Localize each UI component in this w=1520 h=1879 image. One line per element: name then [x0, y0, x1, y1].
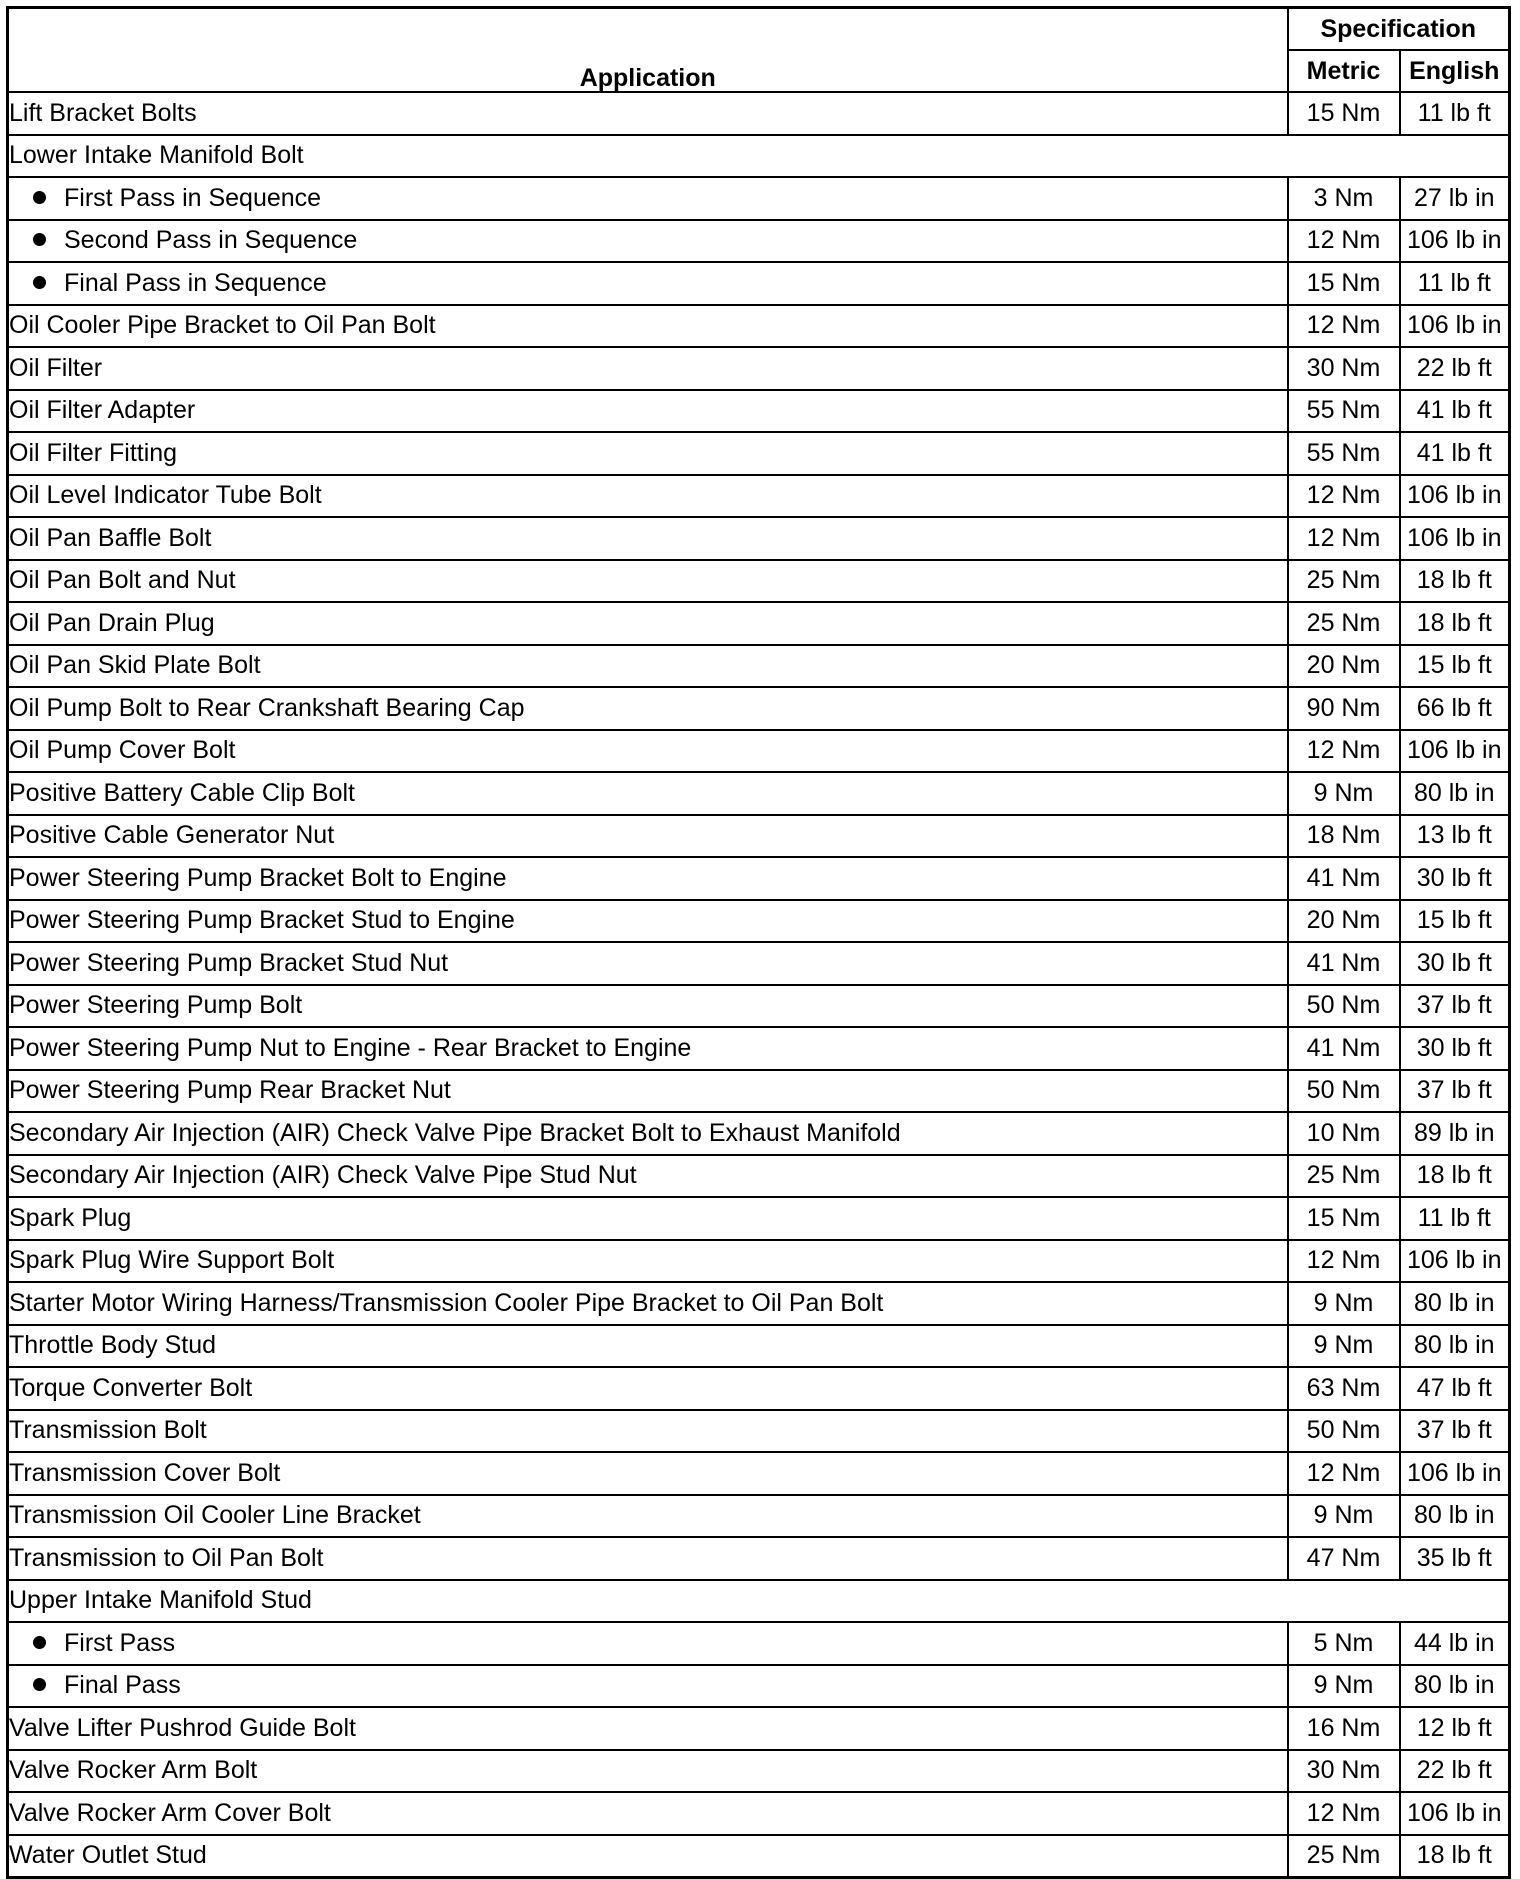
application-text: Transmission to Oil Pan Bolt	[9, 1543, 324, 1572]
application-cell	[8, 517, 1288, 560]
english-cell: 106 lb in	[1400, 305, 1510, 348]
metric-cell: 5 Nm	[1288, 1622, 1400, 1665]
table-row	[8, 1537, 1510, 1580]
metric-cell: 12 Nm	[1288, 305, 1400, 348]
table-row	[8, 517, 1510, 560]
table-row	[8, 262, 1510, 305]
table-row	[8, 347, 1510, 390]
application-cell	[8, 1622, 1288, 1665]
application-text: Throttle Body Stud	[9, 1331, 217, 1360]
table-row	[8, 475, 1510, 518]
application-cell	[8, 1452, 1288, 1495]
table-row	[8, 602, 1510, 645]
table-row	[8, 1835, 1510, 1878]
application-cell	[8, 857, 1288, 900]
english-cell: 27 lb in	[1400, 177, 1510, 220]
application-text: Lift Bracket Bolts	[9, 98, 197, 127]
english-cell: 12 lb ft	[1400, 1707, 1510, 1750]
table-row	[8, 1197, 1510, 1240]
application-text: Final Pass in Sequence	[64, 268, 327, 297]
english-cell: 11 lb ft	[1400, 92, 1510, 135]
english-cell: 80 lb in	[1400, 1325, 1510, 1368]
application-cell	[8, 475, 1288, 518]
application-text: Secondary Air Injection (AIR) Check Valve Pipe Bracket Bolt to Exhaust Manifold	[9, 1118, 901, 1147]
english-cell: 41 lb ft	[1400, 390, 1510, 433]
application-cell	[8, 432, 1288, 475]
application-text: Water Outlet Stud	[9, 1841, 207, 1870]
application-cell	[8, 1155, 1288, 1198]
english-cell: 30 lb ft	[1400, 857, 1510, 900]
english-cell: 80 lb in	[1400, 772, 1510, 815]
english-cell: 22 lb ft	[1400, 1750, 1510, 1793]
english-cell: 35 lb ft	[1400, 1537, 1510, 1580]
application-cell	[8, 1367, 1288, 1410]
application-cell	[8, 1707, 1288, 1750]
metric-cell: 55 Nm	[1288, 432, 1400, 475]
table-row	[8, 560, 1510, 603]
application-text: Positive Cable Generator Nut	[9, 821, 335, 850]
table-row	[8, 1282, 1510, 1325]
table-row	[8, 687, 1510, 730]
bullet-icon	[33, 276, 46, 289]
metric-cell: 15 Nm	[1288, 1197, 1400, 1240]
table-row	[8, 1027, 1510, 1070]
table-row	[8, 390, 1510, 433]
application-header: Application	[8, 8, 1288, 93]
application-cell	[8, 1537, 1288, 1580]
metric-cell: 18 Nm	[1288, 815, 1400, 858]
application-text: Oil Pan Skid Plate Bolt	[9, 651, 261, 680]
application-text: Spark Plug Wire Support Bolt	[9, 1246, 335, 1275]
application-text: Lower Intake Manifold Bolt	[9, 141, 304, 170]
application-cell	[8, 602, 1288, 645]
english-cell: 18 lb ft	[1400, 560, 1510, 603]
application-text: First Pass in Sequence	[64, 183, 322, 212]
table-row	[8, 1707, 1510, 1750]
table-row	[8, 900, 1510, 943]
english-cell: 106 lb in	[1400, 220, 1510, 263]
metric-cell: 25 Nm	[1288, 1155, 1400, 1198]
application-text: Transmission Oil Cooler Line Bracket	[9, 1501, 421, 1530]
english-cell: 37 lb ft	[1400, 1070, 1510, 1113]
metric-cell: 9 Nm	[1288, 1282, 1400, 1325]
application-text: Oil Filter Fitting	[9, 438, 178, 467]
table-row	[8, 815, 1510, 858]
application-text: Oil Pump Bolt to Rear Crankshaft Bearing Cap	[9, 693, 525, 722]
application-text: Power Steering Pump Nut to Engine - Rear Bracket to Engine	[9, 1033, 692, 1062]
metric-cell: 12 Nm	[1288, 1240, 1400, 1283]
english-cell: 89 lb in	[1400, 1112, 1510, 1155]
english-cell: 106 lb in	[1400, 730, 1510, 773]
metric-cell: 9 Nm	[1288, 1495, 1400, 1538]
table-row	[8, 1367, 1510, 1410]
application-cell	[8, 985, 1288, 1028]
metric-cell: 25 Nm	[1288, 602, 1400, 645]
table-row	[8, 220, 1510, 263]
table-row	[8, 1792, 1510, 1835]
application-cell	[8, 900, 1288, 943]
group-label	[8, 135, 1510, 178]
bullet-icon	[33, 233, 46, 246]
metric-cell: 15 Nm	[1288, 262, 1400, 305]
metric-cell: 12 Nm	[1288, 475, 1400, 518]
application-cell	[8, 772, 1288, 815]
metric-cell: 20 Nm	[1288, 900, 1400, 943]
bullet-icon	[33, 191, 46, 204]
table-row	[8, 942, 1510, 985]
application-cell	[8, 560, 1288, 603]
metric-cell: 90 Nm	[1288, 687, 1400, 730]
english-cell: 22 lb ft	[1400, 347, 1510, 390]
application-text: Power Steering Pump Bolt	[9, 991, 303, 1020]
metric-cell: 9 Nm	[1288, 1325, 1400, 1368]
application-cell	[8, 1027, 1288, 1070]
application-text: Oil Pump Cover Bolt	[9, 736, 236, 765]
metric-cell: 63 Nm	[1288, 1367, 1400, 1410]
application-cell	[8, 687, 1288, 730]
application-text: Power Steering Pump Bracket Stud to Engine	[9, 906, 515, 935]
application-text: Final Pass	[64, 1671, 181, 1700]
application-text: Oil Level Indicator Tube Bolt	[9, 481, 322, 510]
table-row	[8, 1070, 1510, 1113]
metric-cell: 12 Nm	[1288, 220, 1400, 263]
application-cell	[8, 390, 1288, 433]
application-cell	[8, 645, 1288, 688]
application-cell	[8, 815, 1288, 858]
metric-cell: 15 Nm	[1288, 92, 1400, 135]
application-text: Oil Cooler Pipe Bracket to Oil Pan Bolt	[9, 311, 436, 340]
application-cell	[8, 1750, 1288, 1793]
application-text: Valve Rocker Arm Bolt	[9, 1756, 258, 1785]
metric-cell: 50 Nm	[1288, 1070, 1400, 1113]
application-text: Valve Lifter Pushrod Guide Bolt	[9, 1713, 356, 1742]
metric-cell: 12 Nm	[1288, 730, 1400, 773]
english-cell: 106 lb in	[1400, 1792, 1510, 1835]
application-cell	[8, 1070, 1288, 1113]
english-cell: 30 lb ft	[1400, 1027, 1510, 1070]
application-text: Oil Pan Baffle Bolt	[9, 523, 212, 552]
english-cell: 11 lb ft	[1400, 262, 1510, 305]
application-text: Transmission Cover Bolt	[9, 1458, 281, 1487]
metric-cell: 41 Nm	[1288, 1027, 1400, 1070]
application-cell	[8, 1240, 1288, 1283]
application-cell	[8, 262, 1288, 305]
english-cell: 106 lb in	[1400, 1452, 1510, 1495]
table-row	[8, 432, 1510, 475]
metric-cell: 30 Nm	[1288, 1750, 1400, 1793]
table-row	[8, 1750, 1510, 1793]
application-text: Positive Battery Cable Clip Bolt	[9, 778, 355, 807]
table-header	[8, 8, 1510, 93]
table-row	[8, 857, 1510, 900]
application-cell	[8, 177, 1288, 220]
english-header: English	[1400, 50, 1510, 92]
application-text: Power Steering Pump Bracket Stud Nut	[9, 948, 449, 977]
specification-header: Specification	[1288, 8, 1510, 51]
english-cell: 106 lb in	[1400, 517, 1510, 560]
english-cell: 80 lb in	[1400, 1665, 1510, 1708]
application-cell	[8, 1197, 1288, 1240]
english-cell: 18 lb ft	[1400, 1155, 1510, 1198]
metric-cell: 20 Nm	[1288, 645, 1400, 688]
metric-cell: 12 Nm	[1288, 517, 1400, 560]
metric-cell: 16 Nm	[1288, 1707, 1400, 1750]
table-row	[8, 177, 1510, 220]
application-cell	[8, 1495, 1288, 1538]
table-row	[8, 1155, 1510, 1198]
english-cell: 80 lb in	[1400, 1495, 1510, 1538]
english-cell: 80 lb in	[1400, 1282, 1510, 1325]
application-text: Second Pass in Sequence	[64, 226, 358, 255]
group-label	[8, 1580, 1510, 1623]
english-cell: 44 lb in	[1400, 1622, 1510, 1665]
table-body	[8, 92, 1510, 1878]
application-text: Torque Converter Bolt	[9, 1373, 253, 1402]
application-cell	[8, 1282, 1288, 1325]
metric-cell: 50 Nm	[1288, 1410, 1400, 1453]
application-text: Oil Filter	[9, 353, 103, 382]
application-text: Oil Filter Adapter	[9, 396, 196, 425]
group-row	[8, 135, 1510, 178]
metric-header: Metric	[1288, 50, 1400, 92]
application-text: Oil Pan Bolt and Nut	[9, 566, 236, 595]
english-cell: 66 lb ft	[1400, 687, 1510, 730]
metric-cell: 41 Nm	[1288, 857, 1400, 900]
english-cell: 13 lb ft	[1400, 815, 1510, 858]
application-cell	[8, 1325, 1288, 1368]
bullet-icon	[33, 1636, 46, 1649]
torque-spec-table	[6, 6, 1511, 1879]
application-text: Spark Plug	[9, 1203, 132, 1232]
application-text: Starter Motor Wiring Harness/Transmission Cooler Pipe Bracket to Oil Pan Bolt	[9, 1288, 884, 1317]
table-row	[8, 1665, 1510, 1708]
english-cell: 37 lb ft	[1400, 985, 1510, 1028]
table-row	[8, 985, 1510, 1028]
english-cell: 11 lb ft	[1400, 1197, 1510, 1240]
metric-cell: 41 Nm	[1288, 942, 1400, 985]
application-text: Oil Pan Drain Plug	[9, 608, 215, 637]
table-row	[8, 772, 1510, 815]
english-cell: 106 lb in	[1400, 1240, 1510, 1283]
group-row	[8, 1580, 1510, 1623]
table-row	[8, 305, 1510, 348]
application-cell	[8, 347, 1288, 390]
metric-cell: 47 Nm	[1288, 1537, 1400, 1580]
metric-cell: 10 Nm	[1288, 1112, 1400, 1155]
table-row	[8, 645, 1510, 688]
application-text: Power Steering Pump Rear Bracket Nut	[9, 1076, 451, 1105]
english-cell: 18 lb ft	[1400, 1835, 1510, 1878]
metric-cell: 50 Nm	[1288, 985, 1400, 1028]
metric-cell: 9 Nm	[1288, 1665, 1400, 1708]
metric-cell: 9 Nm	[1288, 772, 1400, 815]
application-cell	[8, 1112, 1288, 1155]
application-text: Secondary Air Injection (AIR) Check Valve Pipe Stud Nut	[9, 1161, 637, 1190]
application-text: Transmission Bolt	[9, 1416, 207, 1445]
application-cell	[8, 1792, 1288, 1835]
table-row	[8, 1495, 1510, 1538]
metric-cell: 30 Nm	[1288, 347, 1400, 390]
application-cell	[8, 92, 1288, 135]
metric-cell: 12 Nm	[1288, 1792, 1400, 1835]
english-cell: 30 lb ft	[1400, 942, 1510, 985]
metric-cell: 12 Nm	[1288, 1452, 1400, 1495]
table-row	[8, 1240, 1510, 1283]
application-cell	[8, 220, 1288, 263]
metric-cell: 25 Nm	[1288, 560, 1400, 603]
english-cell: 15 lb ft	[1400, 645, 1510, 688]
table-row	[8, 1622, 1510, 1665]
english-cell: 15 lb ft	[1400, 900, 1510, 943]
metric-cell: 3 Nm	[1288, 177, 1400, 220]
table-row	[8, 730, 1510, 773]
english-cell: 106 lb in	[1400, 475, 1510, 518]
application-cell	[8, 942, 1288, 985]
application-cell	[8, 1410, 1288, 1453]
application-text: Upper Intake Manifold Stud	[9, 1586, 312, 1615]
metric-cell: 55 Nm	[1288, 390, 1400, 433]
application-text: Valve Rocker Arm Cover Bolt	[9, 1798, 331, 1827]
table-row	[8, 1325, 1510, 1368]
bullet-icon	[33, 1678, 46, 1691]
application-text: Power Steering Pump Bracket Bolt to Engine	[9, 863, 507, 892]
table-row	[8, 1410, 1510, 1453]
application-cell	[8, 1835, 1288, 1878]
metric-cell: 25 Nm	[1288, 1835, 1400, 1878]
table-row	[8, 1112, 1510, 1155]
application-cell	[8, 1665, 1288, 1708]
english-cell: 47 lb ft	[1400, 1367, 1510, 1410]
english-cell: 37 lb ft	[1400, 1410, 1510, 1453]
table-row	[8, 1452, 1510, 1495]
application-cell	[8, 305, 1288, 348]
application-text: First Pass	[64, 1628, 176, 1657]
application-cell	[8, 730, 1288, 773]
english-cell: 41 lb ft	[1400, 432, 1510, 475]
english-cell: 18 lb ft	[1400, 602, 1510, 645]
table-row	[8, 92, 1510, 135]
